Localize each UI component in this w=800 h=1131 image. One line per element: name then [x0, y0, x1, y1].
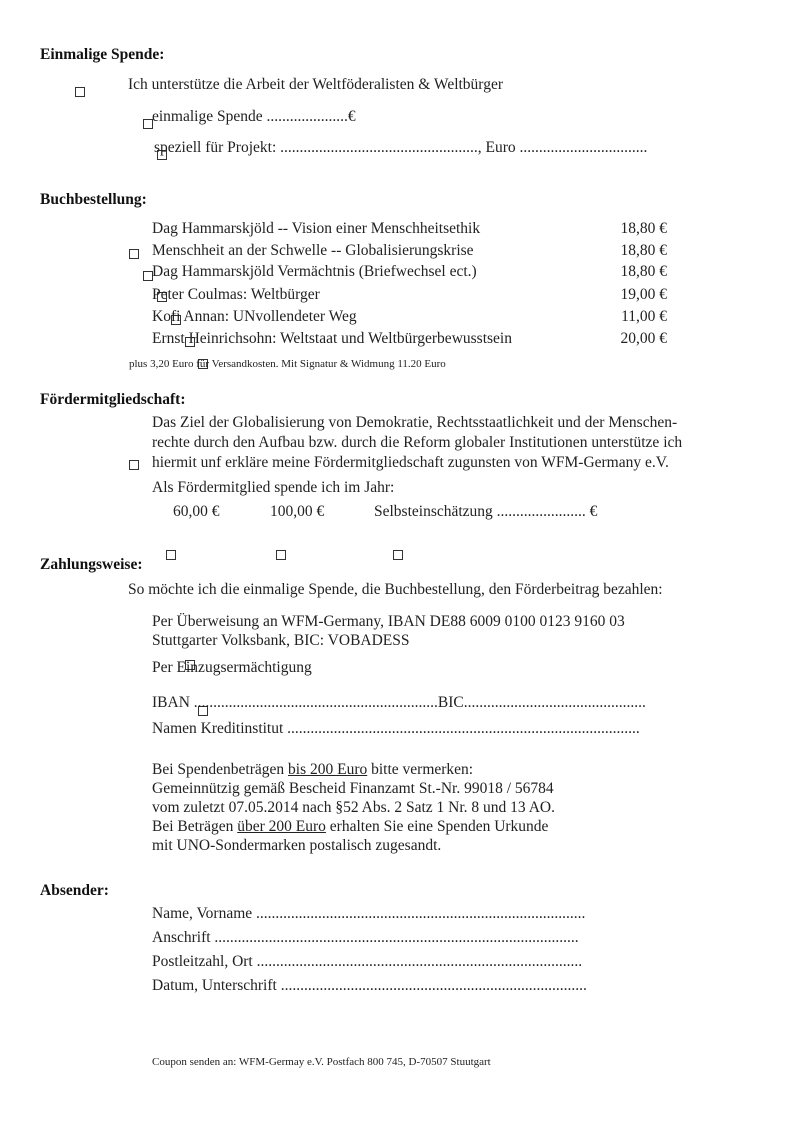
project-donation-label: speziell für Projekt: ..................................................., Euro .................................: [154, 139, 648, 156]
books-heading: Buchbestellung:: [40, 191, 147, 208]
book-title: Dag Hammarskjöld -- Vision einer Menschheitsethik: [152, 220, 481, 237]
donation-heading: Einmalige Spende:: [40, 46, 165, 63]
notice-line: [152, 760, 473, 779]
amount-60-label: 60,00 €: [173, 503, 220, 520]
amount-60-checkbox[interactable]: [166, 550, 176, 560]
book-title: Ernst Heinrichsohn: Weltstaat und Weltbürgerbewusstsein: [152, 330, 512, 347]
date-signature-field[interactable]: Datum, Unterschrift ...............................................................................: [152, 977, 587, 994]
notice-text: Bei Beträgen: [152, 818, 238, 835]
name-field[interactable]: Name, Vorname .....................................................................................: [152, 905, 586, 922]
notice-underline: über 200 Euro: [237, 818, 326, 835]
notice-text: bitte vermerken:: [367, 761, 474, 778]
transfer-line: Per Überweisung an WFM-Germany, IBAN DE88 6009 0100 0123 9160 03: [152, 613, 625, 630]
notice-text: erhalten Sie eine Spenden Urkunde: [325, 818, 549, 835]
book-title: Kofi Annan: UNvollendeter Weg: [152, 308, 357, 325]
membership-text-line: Das Ziel der Globalisierung von Demokratie, Rechtsstaatlichkeit und der Menschen-: [152, 414, 678, 431]
notice-underline: bis 200 Euro: [288, 761, 368, 778]
donation-main-label: Ich unterstütze die Arbeit der Weltföderalisten & Weltbürger: [128, 76, 503, 93]
book-price: 11,00 €: [621, 308, 667, 325]
book-price: 18,80 €: [620, 263, 667, 280]
address-field[interactable]: Anschrift ..............................................................................................: [152, 929, 579, 946]
notice-line: vom zuletzt 07.05.2014 nach §52 Abs. 2 Satz 1 Nr. 8 und 13 AO.: [152, 799, 555, 816]
payment-intro: So möchte ich die einmalige Spende, die Buchbestellung, den Förderbeitrag bezahlen:: [128, 581, 663, 598]
membership-text-line: rechte durch den Aufbau bzw. durch die Reform globaler Institutionen unterstütze ich: [152, 434, 683, 451]
membership-heading: Fördermitgliedschaft:: [40, 391, 186, 408]
iban-bic-field[interactable]: IBAN ...............................................................BIC...............................................: [152, 694, 646, 711]
book-price: 20,00 €: [620, 330, 667, 347]
book-price: 19,00 €: [620, 286, 667, 303]
sender-heading: Absender:: [40, 882, 109, 899]
yearly-label: Als Fördermitglied spende ich im Jahr:: [152, 479, 395, 496]
amount-100-checkbox[interactable]: [276, 550, 286, 560]
book-title: Peter Coulmas: Weltbürger: [152, 286, 320, 303]
book-title: Menschheit an der Schwelle -- Globalisierungskrise: [152, 242, 474, 259]
payment-heading: Zahlungsweise:: [40, 556, 143, 573]
membership-checkbox[interactable]: [129, 460, 139, 470]
amount-100-label: 100,00 €: [270, 503, 325, 520]
notice-line: mit UNO-Sondermarken postalisch zugesandt.: [152, 837, 442, 854]
book-checkbox[interactable]: [129, 249, 139, 259]
footer-address: Coupon senden an: WFM-Germay e.V. Postfach 800 745, D-70507 Stuutgart: [152, 1056, 491, 1068]
single-donation-label: einmalige Spende .....................€: [152, 108, 356, 125]
membership-text-line: hiermit unf erkläre meine Fördermitgliedschaft zugunsten von WFM-Germany e.V.: [152, 454, 669, 471]
book-title: Dag Hammarskjöld Vermächtnis (Briefwechsel ect.): [152, 263, 477, 280]
direct-debit-label: Per Einzugsermächtigung: [152, 659, 312, 676]
self-assessment-checkbox[interactable]: [393, 550, 403, 560]
donation-main-checkbox[interactable]: [75, 87, 85, 97]
notice-line: [152, 817, 548, 836]
postal-city-field[interactable]: Postleitzahl, Ort ....................................................................................: [152, 953, 583, 970]
book-price: 18,80 €: [620, 220, 667, 237]
book-price: 18,80 €: [620, 242, 667, 259]
notice-text: Bei Spendenbeträgen: [152, 761, 289, 778]
notice-line: Gemeinnützig gemäß Bescheid Finanzamt St.-Nr. 99018 / 56784: [152, 780, 554, 797]
self-assessment-label: Selbsteinschätzung ....................... €: [374, 503, 598, 520]
bank-name-field[interactable]: Namen Kreditinstitut ...........................................................................................: [152, 720, 640, 737]
shipping-note: plus 3,20 Euro für Versandkosten. Mit Signatur & Widmung 11.20 Euro: [129, 358, 446, 370]
transfer-line: Stuttgarter Volksbank, BIC: VOBADESS: [152, 632, 410, 649]
